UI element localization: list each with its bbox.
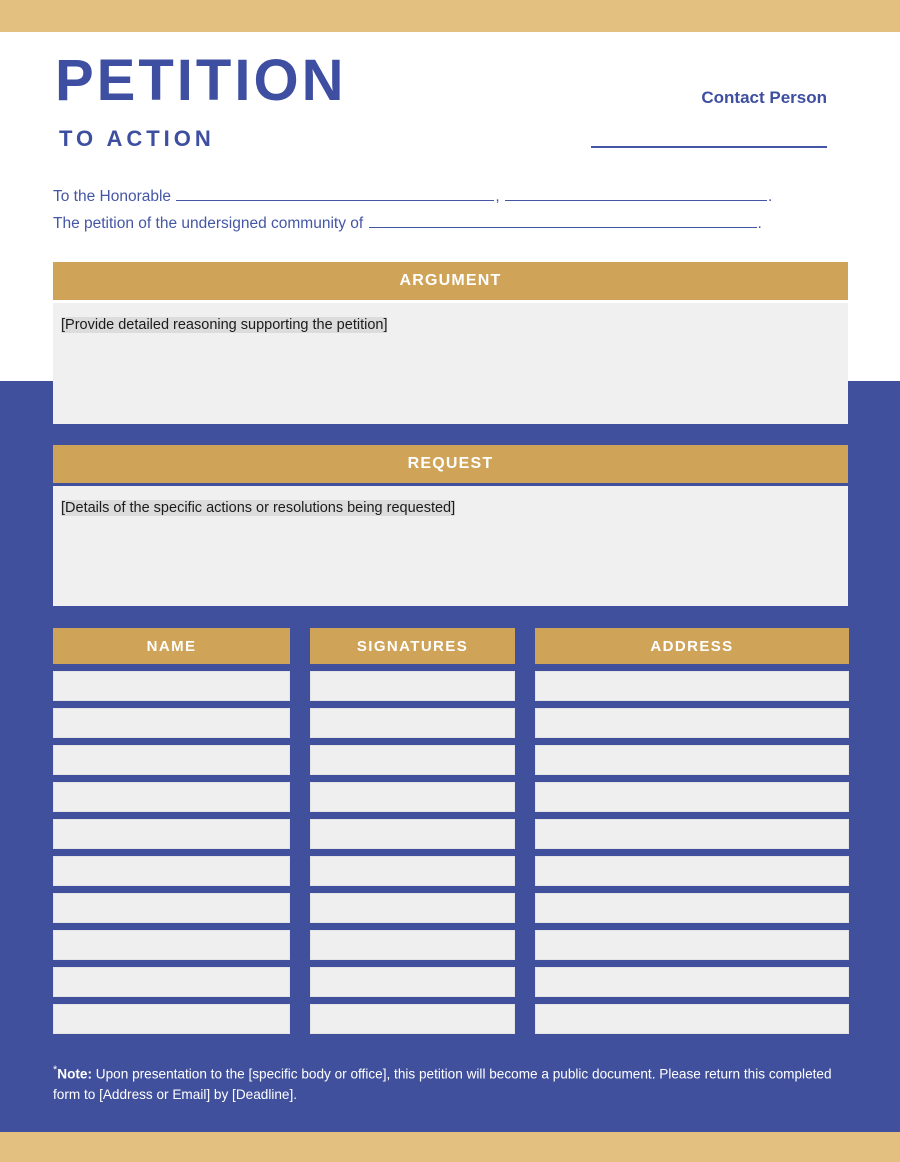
name-cells [53,671,290,1034]
table-row[interactable] [310,782,515,812]
note-asterisk: * [53,1064,58,1076]
addressee-line-1 [53,186,853,213]
addressee-line-1-terminator: . [768,188,773,205]
masthead [55,48,845,172]
table-row[interactable] [310,708,515,738]
contact-person-label: Contact Person [701,88,827,107]
community-name-input[interactable] [369,214,757,228]
table-row[interactable] [53,782,290,812]
footer-note [53,1060,843,1105]
table-row[interactable] [53,967,290,997]
table-row[interactable] [53,708,290,738]
table-row[interactable] [53,1004,290,1034]
table-row[interactable] [53,893,290,923]
request-section-header: REQUEST [53,445,848,483]
table-row[interactable] [53,745,290,775]
table-row[interactable] [53,930,290,960]
addressee-line-1-separator: , [495,188,500,205]
addressee-line-2-terminator: . [757,215,762,232]
argument-textarea[interactable] [53,303,848,424]
table-row[interactable] [535,893,849,923]
table-row[interactable] [310,1004,515,1034]
table-row[interactable] [310,967,515,997]
table-row[interactable] [535,745,849,775]
honorable-name-input[interactable] [176,187,494,201]
table-row[interactable] [53,819,290,849]
column-header-name: NAME [53,628,290,664]
addressee-line-1-prefix: To the Honorable [53,188,172,205]
table-row[interactable] [535,1004,849,1034]
addressee-block [53,186,853,240]
page-title: PETITION [55,48,347,113]
table-row[interactable] [535,967,849,997]
table-row[interactable] [535,782,849,812]
address-cells [535,671,849,1034]
top-accent-band [0,0,900,32]
column-header-address: ADDRESS [535,628,849,664]
honorable-title-input[interactable] [505,187,767,201]
signature-cells [310,671,515,1034]
column-header-signatures: SIGNATURES [310,628,515,664]
table-row[interactable] [535,930,849,960]
note-label: Note: [57,1066,93,1082]
addressee-line-2-prefix: The petition of the undersigned community of [53,215,364,232]
table-row[interactable] [310,893,515,923]
bottom-accent-band [0,1132,900,1162]
page-subtitle: TO ACTION [59,126,215,151]
signature-column-address [535,628,849,1034]
argument-section-header: ARGUMENT [53,262,848,300]
note-text: Upon presentation to the [specific body or office], this petition will become a public document. Please return this completed form to [Address or Email] by [Deadline]. [53,1066,832,1102]
table-row[interactable] [53,856,290,886]
table-row[interactable] [310,671,515,701]
request-placeholder-text: [Details of the specific actions or resolutions being requested] [61,500,456,516]
signature-column-name [53,628,290,1034]
table-row[interactable] [53,671,290,701]
table-row[interactable] [310,856,515,886]
request-textarea[interactable] [53,486,848,606]
table-row[interactable] [535,856,849,886]
signature-column-signatures [310,628,515,1034]
table-row[interactable] [535,819,849,849]
argument-placeholder-text: [Provide detailed reasoning supporting the petition] [61,317,388,333]
table-row[interactable] [310,930,515,960]
table-row[interactable] [310,745,515,775]
table-row[interactable] [535,671,849,701]
table-row[interactable] [535,708,849,738]
contact-person-input[interactable] [591,146,827,148]
addressee-line-2 [53,213,853,240]
table-row[interactable] [310,819,515,849]
